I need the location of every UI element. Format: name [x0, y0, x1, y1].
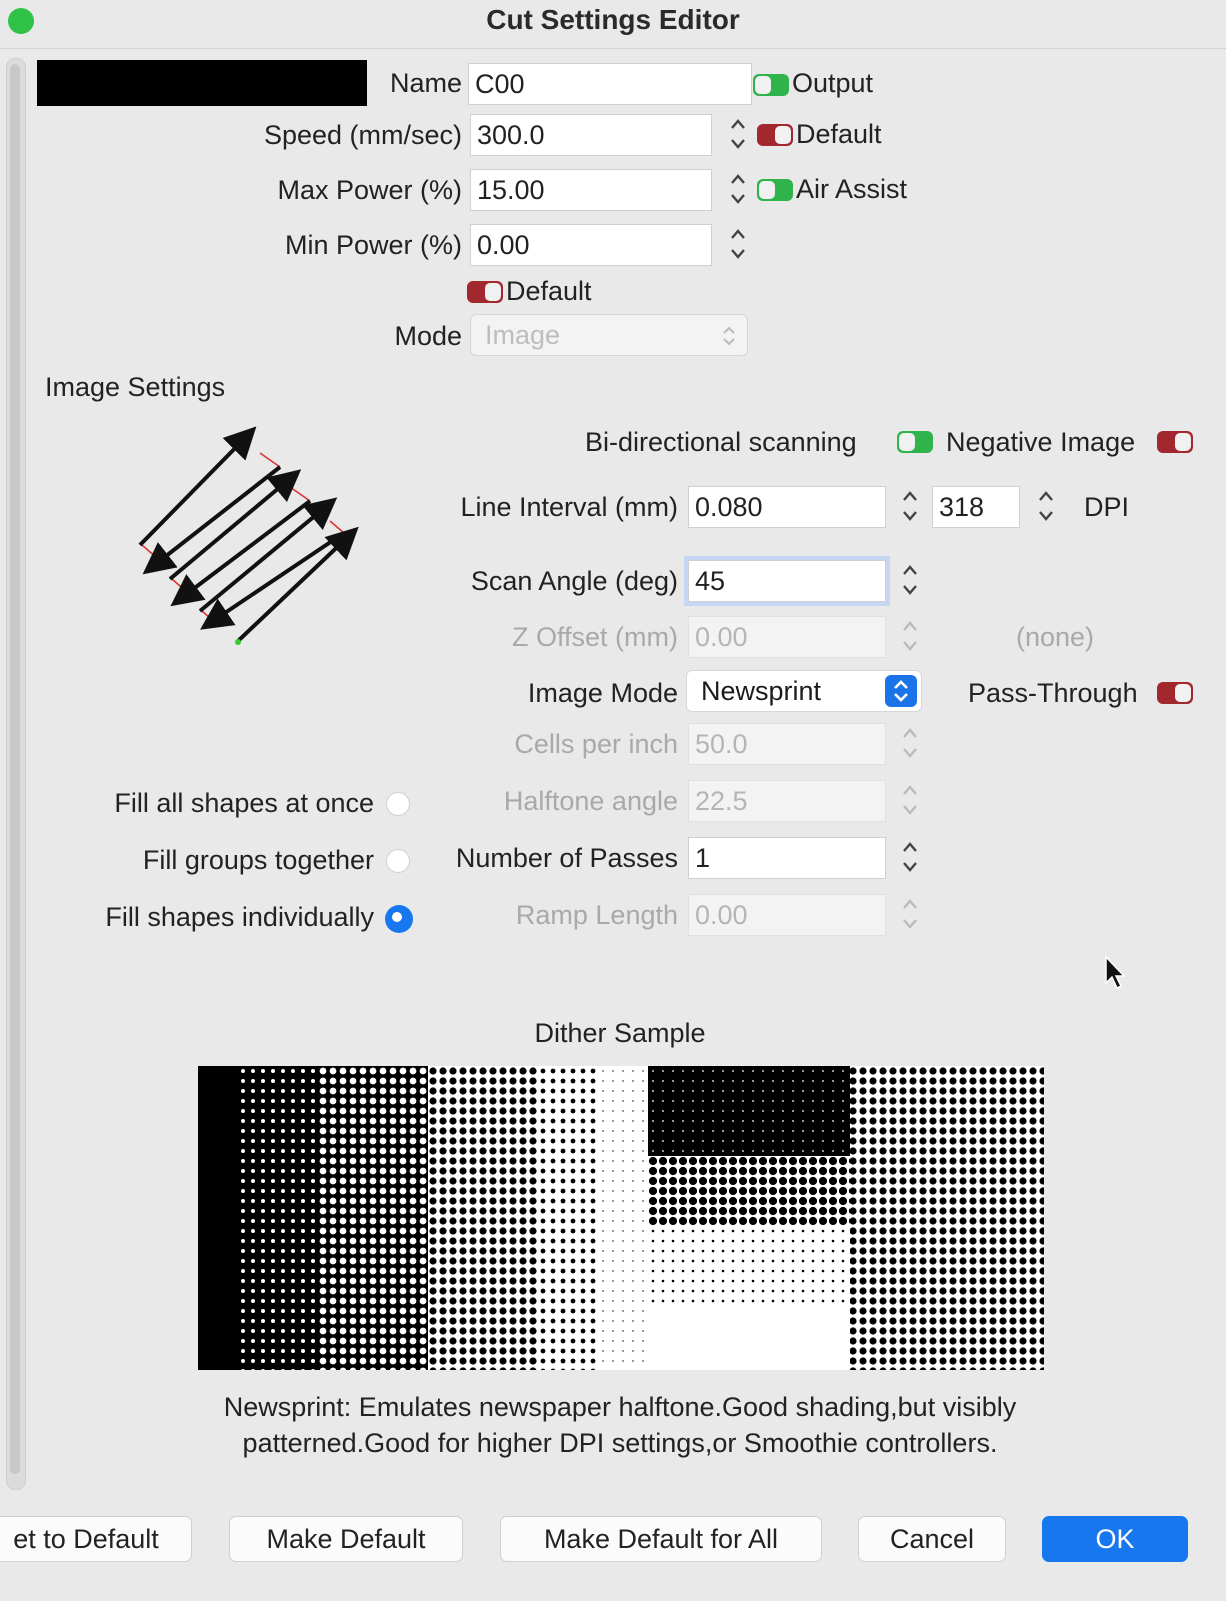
- passes-stepper[interactable]: [898, 835, 922, 879]
- ok-button[interactable]: OK: [1042, 1516, 1188, 1562]
- fill-individually-label: Fill shapes individually: [105, 902, 374, 932]
- max-power-stepper[interactable]: [726, 167, 750, 211]
- fill-all-radio[interactable]: [386, 792, 410, 816]
- image-mode-value: Newsprint: [701, 676, 822, 706]
- halftone-angle-label: Halftone angle: [503, 786, 678, 816]
- bidirectional-label: Bi-directional scanning: [585, 427, 857, 457]
- name-label: Name: [389, 68, 462, 98]
- z-offset-input[interactable]: 0.00: [688, 616, 886, 658]
- scan-angle-stepper[interactable]: [898, 558, 922, 602]
- air-assist-label: Air Assist: [796, 174, 908, 204]
- mode-select[interactable]: [470, 314, 748, 356]
- title-separator: [0, 48, 1226, 49]
- fill-groups-label: Fill groups together: [142, 845, 374, 875]
- line-interval-stepper[interactable]: [898, 484, 922, 528]
- mouse-pointer-icon: [1104, 955, 1128, 991]
- dpi-label: DPI: [1084, 492, 1130, 522]
- speed-input[interactable]: 300.0: [470, 114, 712, 156]
- speed-stepper[interactable]: [726, 112, 750, 156]
- dither-description-line1: Newsprint: Emulates newspaper halftone.Good shading,but visibly: [223, 1392, 1017, 1422]
- negative-image-toggle[interactable]: [1157, 431, 1193, 453]
- scan-angle-input[interactable]: 45: [688, 560, 886, 602]
- cells-per-inch-label: Cells per inch: [514, 729, 678, 759]
- power-default-label: Default: [506, 276, 592, 306]
- fill-groups-radio[interactable]: [386, 849, 410, 873]
- dither-description: [40, 1389, 1200, 1461]
- cells-per-inch-stepper[interactable]: [898, 721, 922, 765]
- line-interval-label: Line Interval (mm): [460, 492, 678, 522]
- speed-default-toggle[interactable]: [757, 124, 793, 146]
- window-title: Cut Settings Editor: [486, 4, 740, 35]
- halftone-angle-stepper[interactable]: [898, 778, 922, 822]
- dither-sample-image: [198, 1066, 1044, 1370]
- dpi-stepper[interactable]: [1034, 484, 1058, 528]
- pass-through-label: Pass-Through: [968, 678, 1138, 708]
- fill-individually-radio[interactable]: [385, 905, 413, 933]
- air-assist-toggle[interactable]: [757, 179, 793, 201]
- fill-all-label: Fill all shapes at once: [114, 788, 374, 818]
- chevron-updown-icon: [885, 675, 917, 707]
- z-offset-label: Z Offset (mm): [512, 622, 678, 652]
- passes-input[interactable]: 1: [688, 837, 886, 879]
- scan-angle-label: Scan Angle (deg): [470, 566, 678, 596]
- power-default-toggle[interactable]: [467, 281, 503, 303]
- max-power-label: Max Power (%): [277, 175, 462, 205]
- mode-label: Mode: [394, 321, 462, 351]
- negative-image-label: Negative Image: [946, 427, 1136, 457]
- scan-direction-diagram-icon: [130, 425, 360, 655]
- ramp-length-stepper[interactable]: [898, 892, 922, 936]
- mode-value: Image: [485, 320, 561, 350]
- line-interval-input[interactable]: 0.080: [688, 486, 886, 528]
- make-default-button[interactable]: Make Default: [229, 1516, 463, 1562]
- reset-to-default-button[interactable]: et to Default: [0, 1516, 192, 1562]
- cancel-button[interactable]: Cancel: [858, 1516, 1006, 1562]
- name-input[interactable]: C00: [468, 63, 752, 105]
- dither-description-line2: patterned.Good for higher DPI settings,or Smoothie controllers.: [242, 1428, 998, 1458]
- image-mode-label: Image Mode: [527, 678, 678, 708]
- z-offset-stepper[interactable]: [898, 614, 922, 658]
- speed-default-label: Default: [796, 119, 882, 149]
- image-mode-select[interactable]: [686, 670, 922, 712]
- pass-through-toggle[interactable]: [1157, 682, 1193, 704]
- passes-label: Number of Passes: [455, 843, 678, 873]
- ramp-length-label: Ramp Length: [515, 900, 678, 930]
- z-offset-note: (none): [1016, 622, 1095, 652]
- scrollbar-thumb[interactable]: [10, 64, 20, 1474]
- halftone-angle-input[interactable]: 22.5: [688, 780, 886, 822]
- cells-per-inch-input[interactable]: 50.0: [688, 723, 886, 765]
- min-power-stepper[interactable]: [726, 222, 750, 266]
- ramp-length-input[interactable]: 0.00: [688, 894, 886, 936]
- max-power-input[interactable]: 15.00: [470, 169, 712, 211]
- image-settings-heading: Image Settings: [45, 372, 226, 402]
- min-power-label: Min Power (%): [284, 230, 462, 260]
- bidirectional-toggle[interactable]: [897, 431, 933, 453]
- min-power-input[interactable]: 0.00: [470, 224, 712, 266]
- speed-label: Speed (mm/sec): [263, 120, 462, 150]
- dpi-input[interactable]: 318: [932, 486, 1020, 528]
- make-default-for-all-button[interactable]: Make Default for All: [500, 1516, 822, 1562]
- output-label: Output: [792, 68, 874, 98]
- dither-sample-heading: Dither Sample: [534, 1018, 706, 1048]
- chevron-updown-icon: [721, 323, 737, 349]
- output-toggle[interactable]: [753, 74, 789, 96]
